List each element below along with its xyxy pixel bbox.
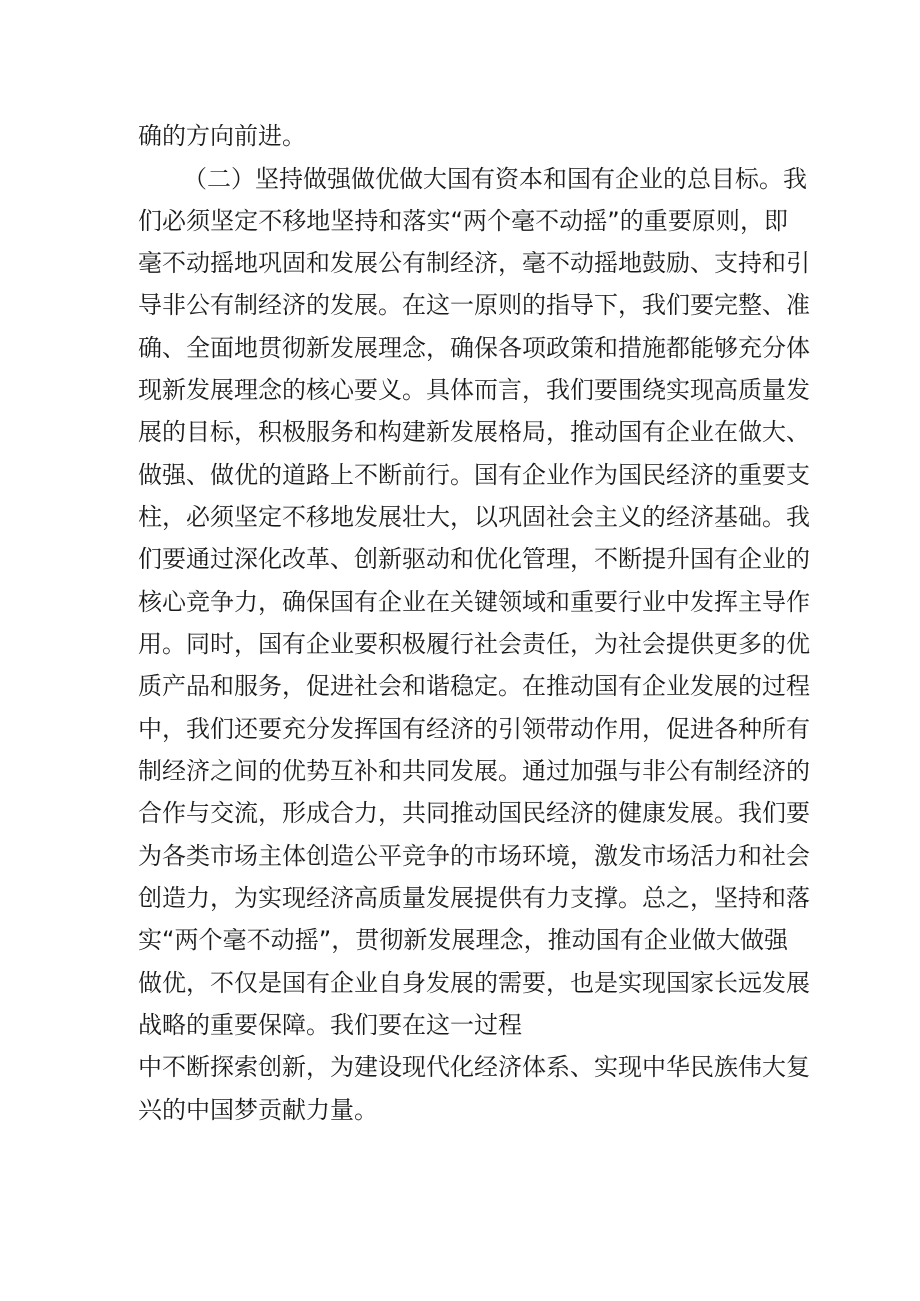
text-line: 做优，不仅是国有企业自身发展的需要，也是实现国家长远发展	[138, 969, 810, 997]
text-line: 中，我们还要充分发挥国有经济的引领带动作用，促进各种所有	[138, 715, 810, 743]
text-line: 柱，必须坚定不移地发展壮大，以巩固社会主义的经济基础。我	[138, 503, 810, 531]
text-line: （二）坚持做强做优做大国有资本和国有企业的总目标。我	[183, 165, 807, 193]
text-line: 确的方向前进。	[138, 122, 306, 150]
text-line: 核心竞争力，确保国有企业在关键领域和重要行业中发挥主导作	[138, 588, 810, 616]
text-line: 为各类市场主体创造公平竞争的市场环境，激发市场活力和社会	[138, 842, 810, 870]
text-line: 实“两个毫不动摇”，贯彻新发展理念，推动国有企业做大做强	[138, 926, 788, 954]
text-line: 展的目标，积极服务和构建新发展格局，推动国有企业在做大、	[138, 418, 810, 446]
text-line: 制经济之间的优势互补和共同发展。通过加强与非公有制经济的	[138, 757, 810, 785]
text-line: 兴的中国梦贡献力量。	[138, 1096, 378, 1124]
text-line: 做强、做优的道路上不断前行。国有企业作为国民经济的重要支	[138, 461, 810, 489]
text-line: 毫不动摇地巩固和发展公有制经济，毫不动摇地鼓励、支持和引	[138, 249, 810, 277]
text-line: 导非公有制经济的发展。在这一原则的指导下，我们要完整、准	[138, 291, 810, 319]
text-line: 确、全面地贯彻新发展理念，确保各项政策和措施都能够充分体	[138, 334, 810, 362]
text-line: 们必须坚定不移地坚持和落实“两个毫不动摇”的重要原则，即	[138, 207, 788, 235]
text-line: 用。同时，国有企业要积极履行社会责任，为社会提供更多的优	[138, 630, 810, 658]
text-line: 中不断探索创新，为建设现代化经济体系、实现中华民族伟大复	[138, 1053, 810, 1081]
text-line: 们要通过深化改革、创新驱动和优化管理，不断提升国有企业的	[138, 545, 810, 573]
text-line: 创造力，为实现经济高质量发展提供有力支撑。总之，坚持和落	[138, 884, 810, 912]
text-line: 质产品和服务，促进社会和谐稳定。在推动国有企业发展的过程	[138, 672, 810, 700]
text-line: 现新发展理念的核心要义。具体而言，我们要围绕实现高质量发	[138, 376, 810, 404]
text-line: 合作与交流，形成合力，共同推动国民经济的健康发展。我们要	[138, 799, 810, 827]
text-line: 战略的重要保障。我们要在这一过程	[138, 1011, 522, 1039]
